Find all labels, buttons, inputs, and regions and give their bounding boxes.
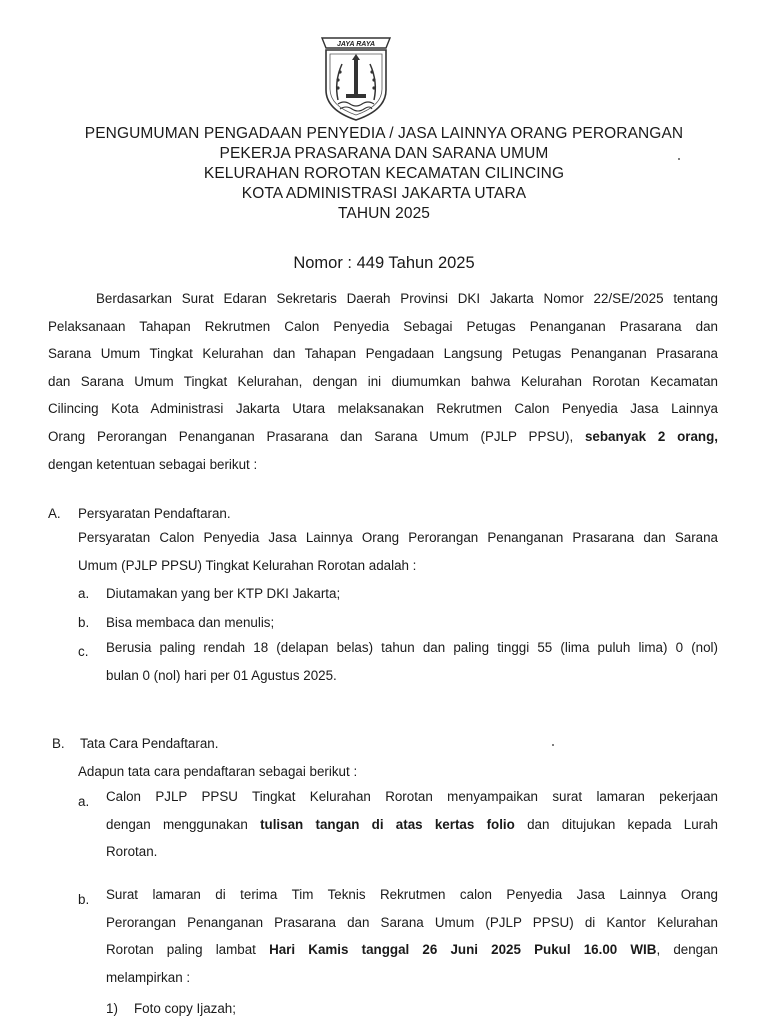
section-a-marker: A. bbox=[48, 506, 61, 521]
intro-line: dengan ketentuan sebagai berikut : bbox=[48, 456, 258, 472]
section-b-marker: B. bbox=[52, 736, 65, 751]
heading-line-4: KOTA ADMINISTRASI JAKARTA UTARA bbox=[241, 185, 527, 202]
intro-line: Cilincing Kota Administrasi Jakarta Utara melaksanakan Rekrutmen Calon Penyedia Jasa Lainnya bbox=[48, 401, 718, 417]
list-item-marker: a. bbox=[78, 586, 90, 601]
list-item: Diutamakan yang ber KTP DKI Jakarta; bbox=[106, 586, 341, 601]
document-number: Nomor : 449 Tahun 2025 bbox=[293, 254, 475, 272]
list-item: Bisa membaca dan menulis; bbox=[106, 615, 275, 630]
scan-speck bbox=[552, 744, 554, 746]
list-item-marker: b. bbox=[78, 892, 90, 907]
heading-line-3: KELURAHAN ROROTAN KECAMATAN CILINCING bbox=[203, 165, 565, 182]
jakarta-coat-of-arms-icon bbox=[318, 30, 394, 122]
scan-speck bbox=[678, 158, 680, 160]
sub-item-marker: 1) bbox=[106, 1001, 118, 1016]
intro-line: Sarana Umum Tingkat Kelurahan dan Tahapan Pengadaan Langsung Petugas Penanganan Prasarana bbox=[48, 346, 718, 362]
intro-line: dan Sarana Umum Tingkat Kelurahan, dengan ini diumumkan bahwa Kelurahan Rorotan Kecamatan bbox=[48, 373, 718, 389]
heading-line-5: TAHUN 2025 bbox=[337, 205, 431, 222]
list-item: Calon PJLP PPSU Tingkat Kelurahan Rorotan menyampaikan surat lamaran pekerjaan dengan menggunakan tulisan tangan di atas kertas folio dan ditujukan kepada Lurah Rorotan. bbox=[106, 789, 718, 860]
intro-line: Orang Perorangan Penanganan Prasarana dan Sarana Umum (PJLP PPSU), sebanyak 2 orang, bbox=[48, 428, 718, 444]
section-b-description: Adapun tata cara pendaftaran sebagai berikut : bbox=[78, 764, 358, 779]
list-item-marker: b. bbox=[78, 615, 90, 630]
intro-paragraph bbox=[48, 285, 718, 478]
heading-line-2: PEKERJA PRASARANA DAN SARANA UMUM bbox=[219, 145, 549, 162]
sub-item: Foto copy Ijazah; bbox=[134, 1001, 236, 1016]
intro-line: Berdasarkan Surat Edaran Sekretaris Daerah Provinsi DKI Jakarta Nomor 22/SE/2025 tentang bbox=[96, 291, 718, 306]
heading-line-1: PENGUMUMAN PENGADAAN PENYEDIA / JASA LAINNYA ORANG PERORANGAN bbox=[84, 125, 684, 142]
intro-line: Pelaksanaan Tahapan Rekrutmen Calon Penyedia Sebagai Petugas Penanganan Prasarana dan bbox=[48, 318, 718, 334]
list-item: Surat lamaran di terima Tim Teknis Rekrutmen calon Penyedia Jasa Lainnya Orang Perorangan Penanganan Prasarana dan Sarana Umum (PJLP PPSU) di Kantor Kelurahan Rorotan paling lambat Hari Kamis tanggal 26 Juni 2025 Pukul 16.00 WIB, dengan melampirkan : bbox=[106, 887, 719, 985]
announcement-heading bbox=[0, 124, 768, 224]
list-item: Berusia paling rendah 18 (delapan belas) tahun dan paling tinggi 55 (lima puluh lima) 0 (nol) bulan 0 (nol) hari per 01 Agustus 2025. bbox=[106, 640, 718, 683]
section-a-description: Persyaratan Calon Penyedia Jasa Lainnya Orang Perorangan Penanganan Prasarana dan Sarana Umum (PJLP PPSU) Tingkat Kelurahan Rorotan adalah : bbox=[78, 530, 718, 573]
positions-count: sebanyak 2 orang, bbox=[584, 428, 718, 444]
submission-deadline: Hari Kamis tanggal 26 Juni 2025 Pukul 16.00 WIB bbox=[269, 942, 657, 958]
svg-text:JAYA RAYA: JAYA RAYA bbox=[336, 41, 376, 48]
list-item-marker: c. bbox=[78, 644, 89, 659]
list-item-marker: a. bbox=[78, 794, 90, 809]
folio-requirement: tulisan tangan di atas kertas folio bbox=[260, 816, 515, 832]
section-a-title: Persyaratan Pendaftaran. bbox=[78, 506, 231, 521]
section-b-title: Tata Cara Pendaftaran. bbox=[80, 736, 219, 751]
